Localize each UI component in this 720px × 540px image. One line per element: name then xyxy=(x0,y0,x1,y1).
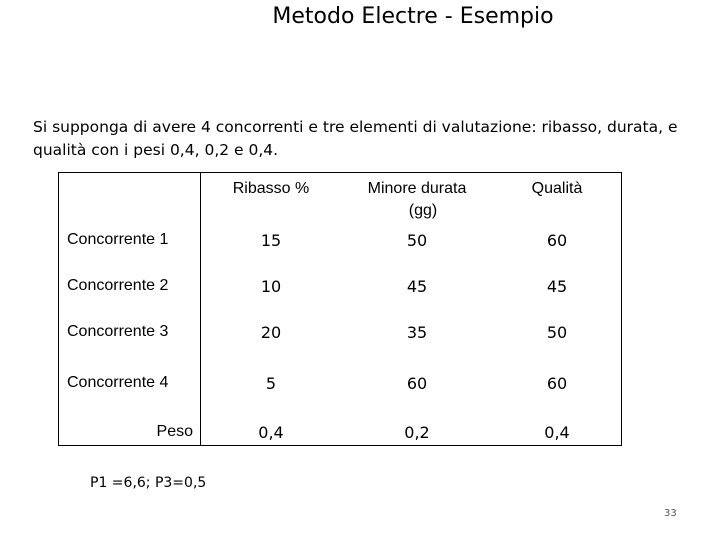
row-label-peso: Peso xyxy=(156,423,193,440)
cell-qualita-4: 60 xyxy=(546,374,568,393)
table-border-left xyxy=(58,172,59,446)
cell-ribasso-4: 5 xyxy=(265,374,277,393)
cell-durata-4: 60 xyxy=(406,374,428,393)
header-minore-durata: Minore durata xyxy=(367,180,467,197)
cell-ribasso-2: 10 xyxy=(260,277,282,296)
row-label-concorrente-3: Concorrente 3 xyxy=(67,323,169,340)
intro-line-1: Si supponga di avere 4 concorrenti e tre elementi di valutazione: ribasso, durata, e xyxy=(33,118,678,136)
page-number: 33 xyxy=(664,508,677,519)
row-label-concorrente-4: Concorrente 4 xyxy=(67,374,169,391)
evaluation-table xyxy=(58,172,622,446)
table-divider-label-column xyxy=(200,172,201,446)
intro-text xyxy=(33,116,713,162)
header-minore-durata-unit: (gg) xyxy=(408,202,438,219)
cell-qualita-2: 45 xyxy=(546,277,568,296)
footnote: P1 =6,6; P3=0,5 xyxy=(90,475,207,491)
cell-durata-3: 35 xyxy=(406,323,428,342)
weight-qualita: 0,4 xyxy=(544,423,570,442)
cell-ribasso-3: 20 xyxy=(260,323,282,342)
cell-durata-2: 45 xyxy=(406,277,428,296)
header-qualita: Qualità xyxy=(531,180,583,197)
cell-durata-1: 50 xyxy=(406,231,428,250)
slide-title: Metodo Electre - Esempio xyxy=(272,4,554,29)
table-border-right xyxy=(621,172,622,446)
header-ribasso: Ribasso % xyxy=(232,180,310,197)
row-label-concorrente-1: Concorrente 1 xyxy=(67,231,169,248)
cell-qualita-1: 60 xyxy=(546,231,568,250)
intro-line-2: qualità con i pesi 0,4, 0,2 e 0,4. xyxy=(33,141,279,159)
weight-ribasso: 0,4 xyxy=(258,423,284,442)
cell-qualita-3: 50 xyxy=(546,323,568,342)
weight-durata: 0,2 xyxy=(404,423,430,442)
row-label-concorrente-2: Concorrente 2 xyxy=(67,277,169,294)
table-border-top xyxy=(58,172,622,173)
cell-ribasso-1: 15 xyxy=(260,231,282,250)
table-border-bottom xyxy=(58,445,622,446)
